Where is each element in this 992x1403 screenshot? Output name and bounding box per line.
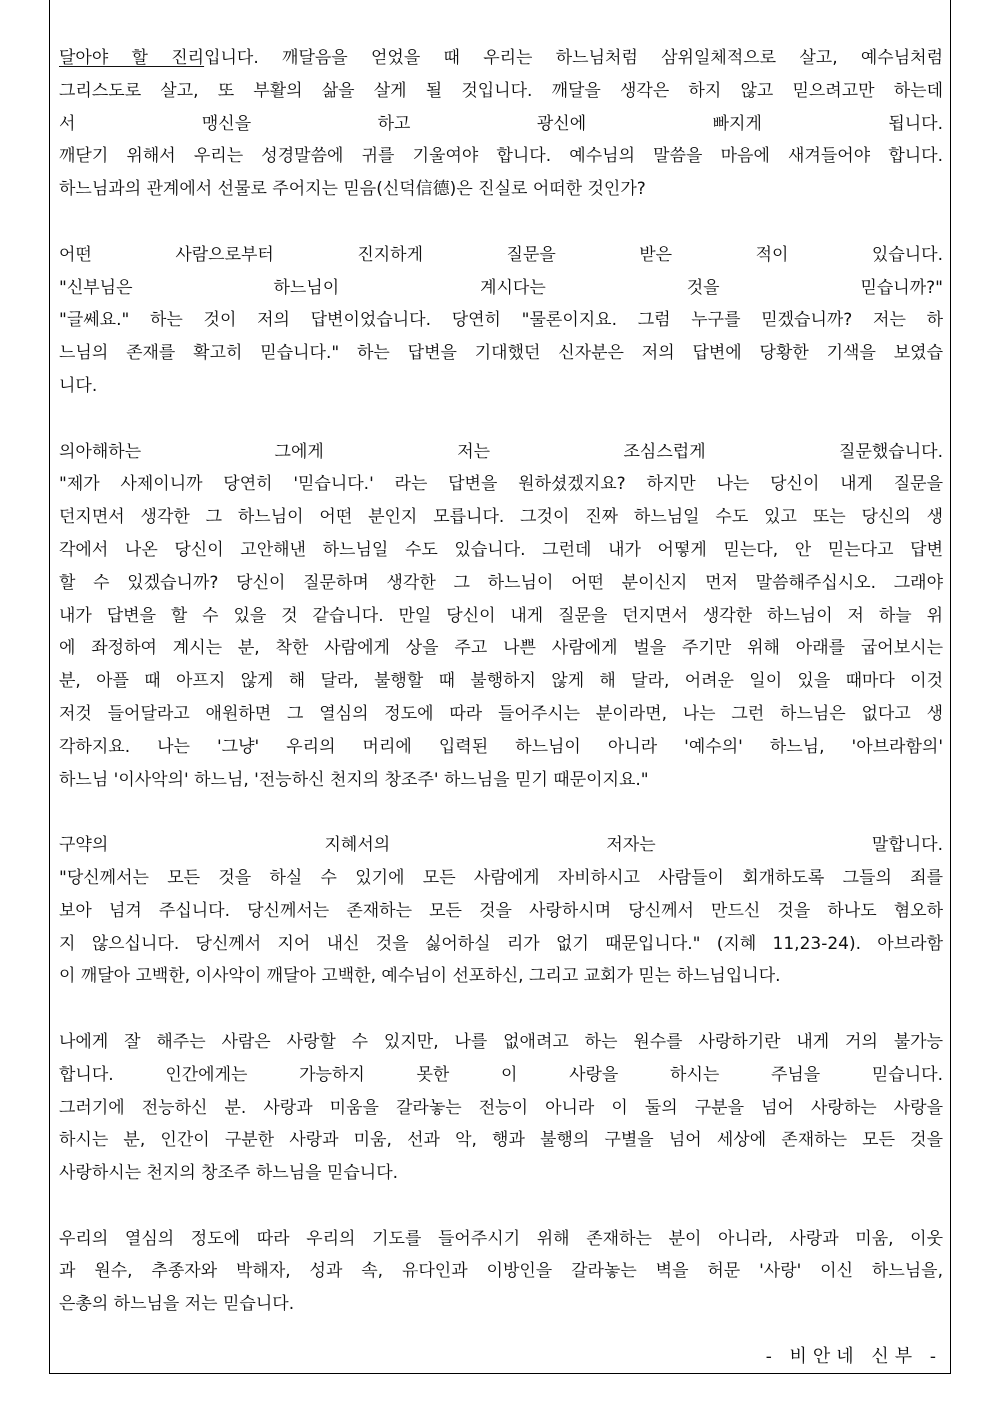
text-line xyxy=(59,42,943,75)
text-line: "당신께서는 모든 것을 하실 수 있기에 모든 사람에게 자비하시고 사람들이 회개하도록 그들의 죄를 xyxy=(59,867,943,888)
text-line: 분, 아플 때 아프지 않게 해 달라, 불행할 때 불행하지 않게 해 달라, 어려운 일이 있을 때마다 이것 xyxy=(59,671,943,692)
text-line: 은총의 하느님을 저는 믿습니다. xyxy=(59,1294,295,1315)
text-line: 과 원수, 추종자와 박해자, 성과 속, 유다인과 이방인을 갈라놓는 벽을 허문 '사랑' 이신 하느님을, xyxy=(59,1261,943,1282)
text-line: 내가 답변을 할 수 있을 것 같습니다. 만일 당신이 내게 질문을 던지면서 생각한 하느님이 저 하늘 위 xyxy=(59,605,943,626)
text-line: 합니다. 인간에게는 가능하지 못한 이 사랑을 하시는 주님을 믿습니다. xyxy=(59,1064,943,1085)
text-line: 그러기에 전능하신 분. 사랑과 미움을 갈라놓는 전능이 아니라 이 둘의 구분을 넘어 사랑하는 사랑을 xyxy=(59,1097,943,1118)
text-line: 나에게 잘 해주는 사람은 사랑할 수 있지만, 나를 없애려고 하는 원수를 사랑하기란 내게 거의 불가능 xyxy=(59,1031,943,1052)
text-line: 던지면서 생각한 그 하느님이 어떤 분인지 모릅니다. 그것이 진짜 하느님일 수도 있고 또는 당신의 생 xyxy=(59,507,943,528)
author-signature: - 비안네 신부 - xyxy=(765,1346,942,1367)
text-line: "글쎄요." 하는 것이 저의 답변이었습니다. 당연히 "물론이지요. 그럼 누구를 믿겠습니까? 저는 하 xyxy=(59,310,943,331)
text-line: 사랑하시는 천지의 창조주 하느님을 믿습니다. xyxy=(59,1163,399,1184)
text-line: 각에서 나온 당신이 고안해낸 하느님일 수도 있습니다. 그런데 내가 어떻게 믿는다, 안 믿는다고 답변 xyxy=(59,539,943,560)
text-line: 느님의 존재를 확고히 믿습니다." 하는 답변을 기대했던 신자분은 저의 답변에 당황한 기색을 보였습 xyxy=(59,343,943,364)
text-line: 그리스도로 살고, 또 부활의 삶을 살게 될 것입니다. 깨달을 생각은 하지 않고 믿으려고만 하는데 xyxy=(59,80,943,101)
line-rest: 입니다. 깨달음을 얻었을 때 우리는 하느님처럼 삼위일체적으로 살고, 예수님처럼 xyxy=(204,48,943,68)
text-line: "제가 사제이니까 당연히 '믿습니다.' 라는 답변을 원하셨겠지요? 하지만 나는 당신이 내게 질문을 xyxy=(59,474,943,495)
text-line: 의아해하는 그에게 저는 조심스럽게 질문했습니다. xyxy=(59,441,943,462)
paragraph-gap xyxy=(59,993,943,1026)
text-line: 깨닫기 위해서 우리는 성경말씀에 귀를 기울여야 합니다. 예수님의 말씀을 마음에 새겨들어야 합니다. xyxy=(59,146,943,167)
document-body xyxy=(59,42,943,1321)
paragraph-gap xyxy=(59,1190,943,1223)
text-line: 어떤 사람으로부터 진지하게 질문을 받은 적이 있습니다. xyxy=(59,244,943,265)
text-line: 구약의 지혜서의 저자는 말합니다. xyxy=(59,835,943,856)
text-line: 각하지요. 나는 '그냥' 우리의 머리에 입력된 하느님이 아니라 '예수의' 하느님, '아브라함의' xyxy=(59,736,943,757)
text-line: 지 않으십니다. 당신께서 지어 내신 것을 싫어하실 리가 없기 때문입니다." (지혜 11,23-24). 아브라함 xyxy=(59,933,943,954)
text-line: 하시는 분, 인간이 구분한 사랑과 미움, 선과 악, 행과 불행의 구별을 넘어 세상에 존재하는 모든 것을 xyxy=(59,1130,943,1151)
paragraph-gap xyxy=(59,206,943,239)
text-line: 저것 들어달라고 애원하면 그 열심의 정도에 따라 들어주시는 분이라면, 나는 그런 하느님은 없다고 생 xyxy=(59,703,943,724)
paragraph-gap xyxy=(59,796,943,829)
text-line: 하느님 '이사악의' 하느님, '전능하신 천지의 창조주' 하느님을 믿기 때문이지요." xyxy=(59,769,649,790)
text-line: 서 맹신을 하고 광신에 빠지게 됩니다. xyxy=(59,113,943,134)
text-line: 에 좌정하여 계시는 분, 착한 사람에게 상을 주고 나쁜 사람에게 벌을 주기만 위해 아래를 굽어보시는 xyxy=(59,638,943,659)
underlined-phrase: 달아야 할 진리 xyxy=(59,48,205,68)
text-line: 할 수 있겠습니까? 당신이 질문하며 생각한 그 하느님이 어떤 분이신지 먼저 말씀해주십시오. 그래야 xyxy=(59,572,943,593)
paragraph-gap xyxy=(59,403,943,436)
text-line: 니다. xyxy=(59,375,98,396)
text-line: 우리의 열심의 정도에 따라 우리의 기도를 들어주시기 위해 존재하는 분이 아니라, 사랑과 미움, 이웃 xyxy=(59,1228,943,1249)
text-line: 하느님과의 관계에서 선물로 주어지는 믿음(신덕信德)은 진실로 어떠한 것인가? xyxy=(59,179,646,200)
text-line: "신부님은 하느님이 계시다는 것을 믿습니까?" xyxy=(59,277,943,298)
text-line: 보아 넘겨 주십니다. 당신께서는 존재하는 모든 것을 사랑하시며 당신께서 만드신 것을 하나도 혐오하 xyxy=(59,900,943,921)
text-line: 이 깨달아 고백한, 이사악이 깨달아 고백한, 예수님이 선포하신, 그리고 교회가 믿는 하느님입니다. xyxy=(59,966,781,987)
